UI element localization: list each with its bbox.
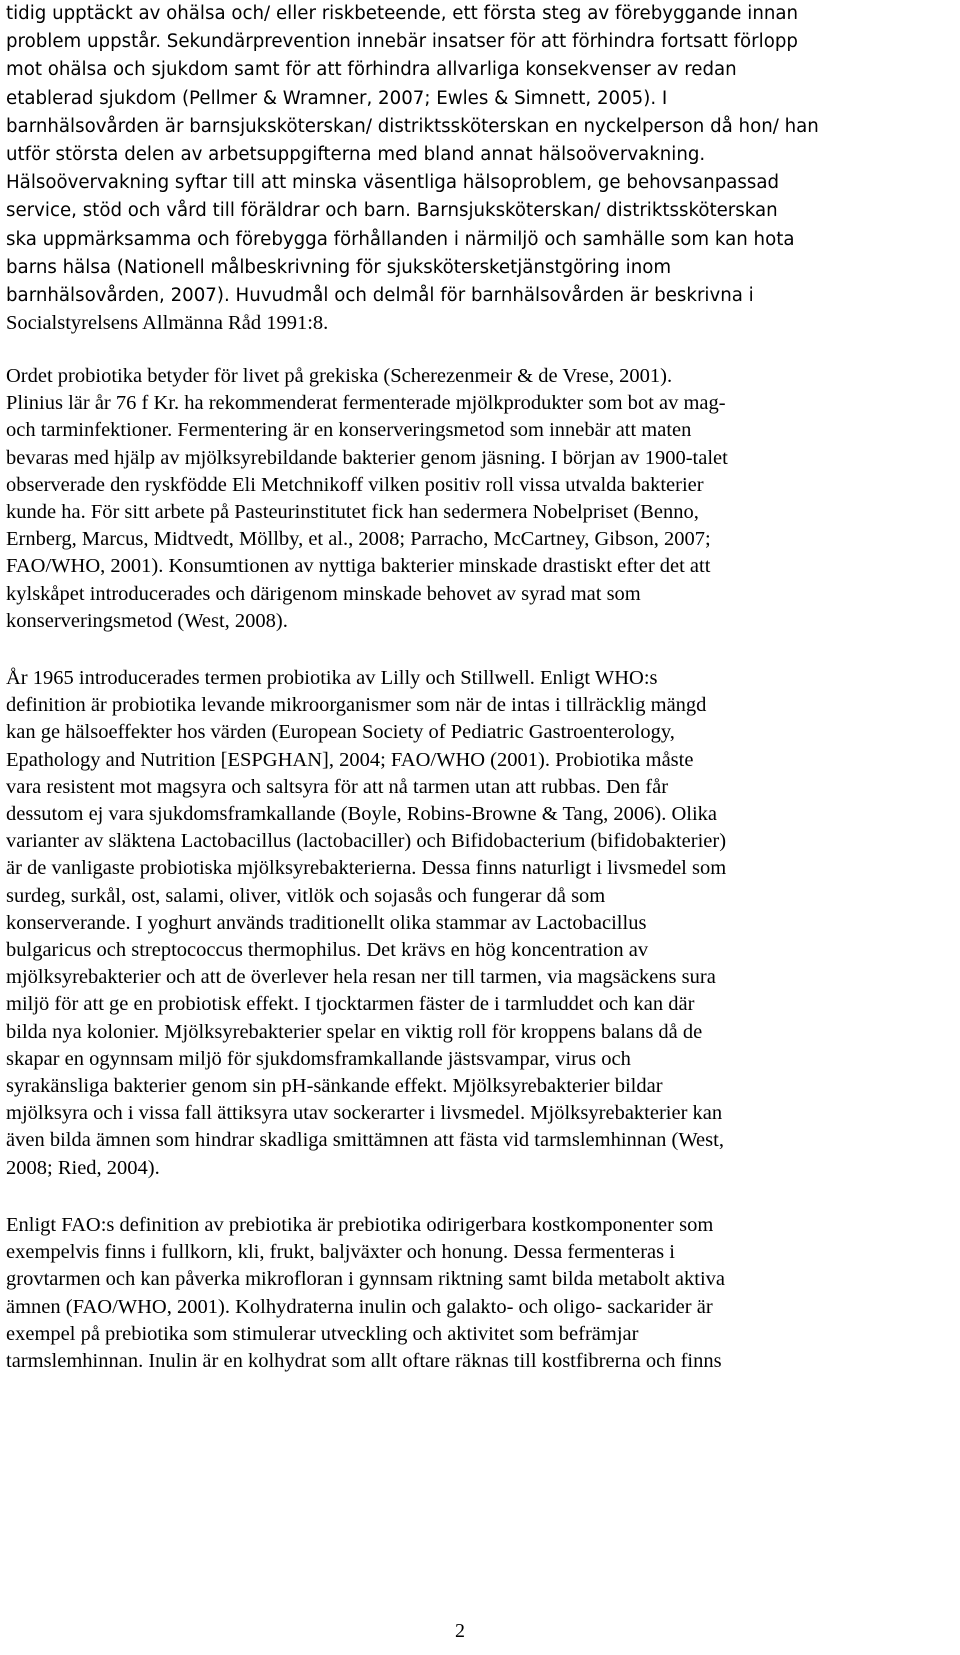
paragraph-1-line: service, stöd och vård till föräldrar och barn. Barnsjuksköterskan/ distriktssköterskan [6, 200, 778, 222]
paragraph-3-line: konserverande. I yoghurt används traditionellt olika stammar av Lactobacillus [6, 911, 647, 934]
paragraph-1-line: barns hälsa (Nationell målbeskrivning för sjukskötersketjänstgöring inom [6, 256, 672, 278]
paragraph-3-line: bilda nya kolonier. Mjölksyrebakterier spelar en viktig roll för kroppens balans då de [6, 1020, 703, 1043]
paragraph-3-line: miljö för att ge en probiotisk effekt. I tjocktarmen fäster de i tarmluddet och kan där [6, 993, 695, 1016]
page-number: 2 [455, 1620, 465, 1642]
paragraph-4-line: exempel på prebiotika som stimulerar utveckling och aktivitet som befrämjar [6, 1322, 639, 1345]
paragraph-1 [6, 0, 918, 310]
paragraph-3-line: Epathology and Nutrition [ESPGHAN], 2004; FAO/WHO (2001). Probiotika måste [6, 748, 694, 771]
paragraph-4-line: exempelvis finns i fullkorn, kli, frukt, baljväxter och honung. Dessa fermenteras i [6, 1241, 675, 1264]
paragraph-3-line: varianter av släktena Lactobacillus (lactobaciller) och Bifidobacterium (bifidobakterier) [6, 830, 727, 853]
paragraph-4-line: Enligt FAO:s definition av prebiotika är prebiotika odirigerbara kostkomponenter som [6, 1214, 714, 1236]
paragraph-1-line: problem uppstår. Sekundärprevention innebär insatser för att förhindra fortsatt förlopp [6, 31, 798, 53]
paragraph-1-tail [6, 309, 918, 338]
paragraph-3-line: mjölksyra och i vissa fall ättiksyra utav sockerarter i livsmedel. Mjölksyrebakterier kan [6, 1102, 723, 1125]
paragraph-2-line: observerade den ryskfödde Eli Metchnikoff vilken positiv roll vissa utvalda bakterier [6, 473, 704, 496]
paragraph-1-line: utför största delen av arbetsuppgifterna med bland annat hälsoövervakning. [6, 144, 706, 166]
paragraph-4 [6, 1212, 918, 1375]
paragraph-2-line: FAO/WHO, 2001). Konsumtionen av nyttiga bakterier minskade drastiskt efter det att [6, 555, 711, 578]
paragraph-2-line: bevaras med hjälp av mjölksyrebildande bakterier genom jäsning. I början av 1900-talet [6, 446, 728, 469]
paragraph-3-line: surdeg, surkål, ost, salami, oliver, vitlök och sojasås och fungerar då som [6, 884, 606, 907]
paragraph-1-line: Socialstyrelsens Allmänna Råd 1991:8. [6, 312, 329, 334]
paragraph-3 [6, 665, 918, 1182]
paragraph-1-line: Hälsoövervakning syftar till att minska väsentliga hälsoproblem, ge behovsanpassad [6, 172, 780, 194]
paragraph-2 [6, 363, 918, 635]
paragraph-3-line: vara resistent mot magsyra och saltsyra för att nå tarmen utan att rubbas. Den får [6, 775, 669, 798]
paragraph-3-line: definition är probiotika levande mikroorganismer som när de intas i tillräcklig mängd [6, 694, 707, 717]
paragraph-1-line: etablerad sjukdom (Pellmer & Wramner, 2007; Ewles & Simnett, 2005). I [6, 87, 668, 109]
paragraph-3-line: kan ge hälsoeffekter hos värden (European Society of Pediatric Gastroenterology, [6, 721, 675, 744]
paragraph-2-line: Ernberg, Marcus, Midtvedt, Möllby, et al., 2008; Parracho, McCartney, Gibson, 2007; [6, 528, 711, 551]
paragraph-4-line: tarmslemhinnan. Inulin är en kolhydrat som allt oftare räknas till kostfibrerna och finns [6, 1350, 722, 1373]
paragraph-2-line: konserveringsmetod (West, 2008). [6, 609, 288, 632]
paragraph-3-line: År 1965 introducerades termen probiotika av Lilly och Stillwell. Enligt WHO:s [6, 667, 658, 689]
paragraph-3-line: skapar en ogynnsam miljö för sjukdomsframkallande jästsvampar, virus och [6, 1047, 631, 1070]
paragraph-2-line: och tarminfektioner. Fermentering är en konserveringsmetod som innebär att maten [6, 419, 692, 442]
paragraph-3-line: syrakänsliga bakterier genom sin pH-sänkande effekt. Mjölksyrebakterier bildar [6, 1075, 663, 1098]
paragraph-1-line: tidig upptäckt av ohälsa och/ eller riskbeteende, ett första steg av förebyggande innan [6, 3, 799, 24]
paragraph-2-line: kunde ha. För sitt arbete på Pasteurinstitutet fick han sedermera Nobelpriset (Benno, [6, 501, 699, 524]
paragraph-3-line: 2008; Ried, 2004). [6, 1156, 160, 1179]
paragraph-4-line: grovtarmen och kan påverka mikrofloran i gynnsam riktning samt bilda metabolt aktiva [6, 1268, 726, 1291]
paragraph-3-line: bulgaricus och streptococcus thermophilus. Det krävs en hög koncentration av [6, 939, 649, 962]
paragraph-3-line: mjölksyrebakterier och att de överlever hela resan ner till tarmen, via magsäckens sura [6, 966, 716, 989]
paragraph-1-line: mot ohälsa och sjukdom samt för att förhindra allvarliga konsekvenser av redan [6, 59, 737, 81]
paragraph-1-line: barnhälsovården är barnsjuksköterskan/ distriktssköterskan en nyckelperson då hon/ han [6, 115, 819, 137]
paragraph-2-line: Ordet probiotika betyder för livet på grekiska (Scherezenmeir & de Vrese, 2001). [6, 365, 673, 387]
paragraph-1-line: ska uppmärksamma och förebygga förhållanden i närmiljö och samhälle som kan hota [6, 228, 795, 250]
paragraph-3-line: är de vanligaste probiotiska mjölksyrebakterierna. Dessa finns naturligt i livsmedel som [6, 857, 727, 880]
paragraph-3-line: dessutom ej vara sjukdomsframkallande (Boyle, Robins-Browne & Tang, 2006). Olika [6, 803, 718, 826]
paragraph-3-line: även bilda ämnen som hindrar skadliga smittämnen att fästa vid tarmslemhinnan (West, [6, 1129, 724, 1152]
paragraph-2-line: Plinius lär år 76 f Kr. ha rekommenderat fermenterade mjölkprodukter som bot av mag- [6, 392, 726, 415]
paragraph-2-line: kylskåpet introducerades och därigenom minskade behovet av syrad mat som [6, 582, 641, 605]
paragraph-1-line: barnhälsovården, 2007). Huvudmål och delmål för barnhälsovården är beskrivna i [6, 285, 754, 307]
paragraph-4-line: ämnen (FAO/WHO, 2001). Kolhydraterna inulin och galakto- och oligo- sackarider är [6, 1295, 713, 1318]
